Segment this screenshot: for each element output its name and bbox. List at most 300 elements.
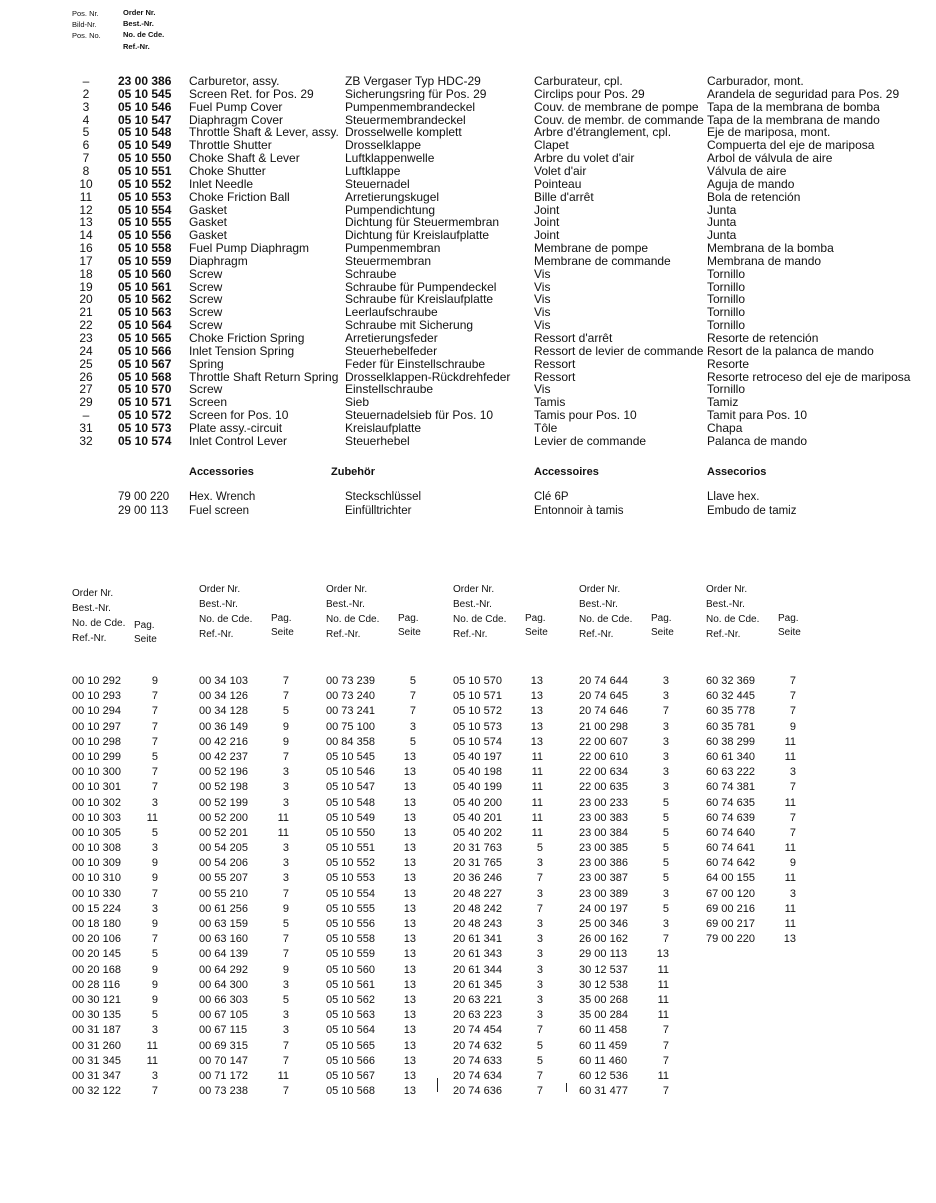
index-order-number: 05 10 550	[326, 826, 375, 839]
index-order-number: 00 69 315	[199, 1039, 248, 1052]
index-header-page-line: Pag.	[271, 613, 292, 624]
index-page-number: 7	[789, 690, 796, 703]
index-column	[72, 674, 182, 1099]
index-page-number: 5	[662, 857, 669, 870]
index-row	[72, 887, 182, 902]
part-name-de: Steuermembrandeckel	[345, 112, 466, 127]
index-page-number: 7	[282, 750, 289, 763]
part-name-es: Tornillo	[707, 382, 746, 397]
index-order-number: 05 10 562	[326, 993, 375, 1006]
index-row	[72, 750, 182, 765]
index-row	[579, 750, 689, 765]
index-page-number: 13	[403, 1039, 416, 1052]
index-order-number: 00 75 100	[326, 720, 375, 733]
index-order-number: 69 00 217	[706, 918, 755, 930]
index-order-number: 00 10 299	[72, 750, 121, 763]
part-order-number: 05 10 570	[118, 382, 172, 397]
index-order-number: 00 55 210	[199, 887, 248, 900]
index-order-number: 00 64 139	[199, 948, 248, 961]
index-row	[326, 735, 436, 750]
index-header-page-line: Seite	[778, 627, 801, 638]
index-row	[453, 811, 563, 826]
part-name-de: Leerlaufschraube	[345, 305, 438, 320]
part-name-en: Inlet Needle	[189, 176, 254, 191]
index-page-number: 3	[536, 963, 543, 976]
index-row	[326, 1023, 436, 1038]
index-order-number: 05 40 198	[453, 766, 502, 779]
index-order-number: 00 30 121	[72, 993, 121, 1006]
index-order-number: 00 73 240	[326, 690, 375, 703]
index-page-number: 7	[151, 735, 158, 748]
index-page-number: 13	[530, 690, 543, 703]
part-name-en: Inlet Control Lever	[189, 433, 288, 448]
part-name-en: Diaphragm Cover	[189, 112, 284, 127]
index-page-number: 13	[403, 781, 416, 794]
part-name-en: Choke Friction Spring	[189, 331, 305, 345]
header-label: Pos. Nr.	[72, 9, 99, 18]
index-row	[199, 689, 309, 704]
part-name-de: Kreislaufplatte	[345, 420, 422, 435]
index-page-number: 9	[282, 902, 289, 915]
part-name-es: Compuerta del eje de mariposa	[707, 138, 875, 153]
index-order-number: 20 74 634	[453, 1069, 502, 1082]
index-row	[706, 750, 816, 765]
index-order-number: 29 00 113	[579, 948, 628, 961]
index-page-number: 11	[784, 796, 796, 809]
index-row	[72, 720, 182, 735]
index-page-number: 11	[784, 902, 796, 915]
index-order-number: 00 10 302	[72, 796, 121, 809]
index-row	[453, 704, 563, 719]
index-row	[72, 1084, 182, 1099]
index-header-order-label: No. de Cde.	[706, 614, 760, 625]
index-page-number: 13	[783, 933, 796, 946]
index-order-number: 00 30 135	[72, 1009, 121, 1022]
part-position: 19	[79, 279, 93, 294]
index-order-number: 05 10 560	[326, 963, 375, 976]
accessories-heading-fr: Accessoires	[534, 466, 599, 478]
index-row	[326, 689, 436, 704]
part-name-es: Chapa	[707, 420, 743, 435]
part-position: 18	[79, 266, 93, 281]
part-name-fr: Joint	[534, 202, 560, 217]
index-row	[579, 826, 689, 841]
index-page-number: 13	[403, 902, 416, 915]
index-order-number: 05 10 563	[326, 1009, 375, 1022]
part-name-fr: Ressort	[534, 369, 576, 384]
index-page-number: 13	[403, 918, 416, 930]
index-header-page-line: Seite	[398, 627, 421, 638]
index-order-number: 23 00 389	[579, 887, 628, 900]
index-page-number: 5	[662, 872, 669, 885]
part-name-en: Screw	[189, 292, 223, 307]
part-name-de: Luftklappenwelle	[345, 151, 435, 166]
part-order-number: 05 10 558	[118, 241, 172, 256]
index-row	[453, 1039, 563, 1054]
index-order-number: 00 66 303	[199, 993, 248, 1006]
part-position: 29	[79, 395, 93, 410]
index-row	[326, 871, 436, 886]
part-name-en: Screw	[189, 305, 223, 320]
index-order-number: 00 70 147	[199, 1054, 248, 1067]
part-order-number: 05 10 562	[118, 292, 172, 307]
part-name-en: Throttle Shaft Return Spring	[189, 369, 339, 384]
index-header-order-label: Order Nr.	[579, 584, 621, 595]
part-name-en: Diaphragm	[189, 253, 248, 268]
part-name-de: Schraube für Kreislaufplatte	[345, 292, 494, 307]
index-header-page-line: Pag.	[651, 613, 672, 624]
index-row	[453, 871, 563, 886]
index-row	[326, 856, 436, 871]
index-header-page-line: Seite	[651, 627, 674, 638]
index-page-number: 3	[282, 1009, 289, 1022]
index-row	[199, 993, 309, 1008]
index-page-number: 3	[662, 887, 669, 900]
index-order-number: 60 61 340	[706, 750, 755, 763]
part-name-es: Resorte	[707, 356, 750, 371]
index-page-number: 13	[403, 857, 416, 870]
index-order-number: 67 00 120	[706, 887, 755, 900]
index-row	[326, 826, 436, 841]
index-row	[453, 826, 563, 841]
index-row	[579, 947, 689, 962]
index-page-number: 7	[282, 1054, 289, 1067]
index-header-order-label: Ref.-Nr.	[453, 629, 488, 640]
index-row	[453, 750, 563, 765]
index-order-number: 05 10 561	[326, 978, 375, 991]
index-header-order-label: No. de Cde.	[199, 614, 253, 625]
index-row	[579, 704, 689, 719]
part-name-en: Throttle Shutter	[189, 138, 272, 153]
part-name-fr: Vis	[534, 382, 551, 397]
index-page-number: 3	[151, 842, 158, 855]
index-row	[579, 1008, 689, 1023]
index-row	[72, 1039, 182, 1054]
index-order-number: 00 52 199	[199, 796, 248, 809]
index-order-number: 00 28 116	[72, 978, 121, 991]
part-order-number: 05 10 550	[118, 151, 172, 166]
part-name-en: Screen for Pos. 10	[189, 408, 289, 423]
part-position: 7	[82, 151, 90, 166]
index-order-number: 00 63 160	[199, 933, 248, 946]
index-row	[199, 1023, 309, 1038]
index-row	[199, 780, 309, 795]
part-order-number: 05 10 561	[118, 279, 172, 294]
index-page-number: 9	[282, 963, 289, 976]
index-page-number: 3	[789, 766, 796, 779]
part-name-de: Steuernadel	[345, 176, 410, 191]
index-page-number: 13	[403, 1024, 416, 1037]
index-order-number: 00 15 224	[72, 902, 121, 915]
part-position: 23	[79, 331, 93, 345]
index-row	[579, 1023, 689, 1038]
part-position: 4	[82, 112, 90, 127]
accessory-name-fr: Clé 6P	[534, 491, 569, 503]
part-row	[0, 165, 936, 178]
index-page-number: 7	[662, 1039, 669, 1052]
index-page-number: 11	[531, 766, 543, 779]
index-page-number: 11	[531, 781, 543, 794]
index-order-number: 00 10 298	[72, 735, 121, 748]
index-order-number: 05 10 546	[326, 766, 375, 779]
index-order-number: 00 20 106	[72, 933, 121, 946]
index-order-number: 20 63 221	[453, 993, 502, 1006]
part-name-en: Choke Shaft & Lever	[189, 151, 300, 166]
index-order-number: 20 36 246	[453, 872, 502, 885]
index-page-number: 5	[662, 811, 669, 824]
index-page-number: 13	[403, 963, 416, 976]
index-page-number: 13	[403, 766, 416, 779]
index-row	[453, 932, 563, 947]
index-order-number: 60 35 781	[706, 720, 755, 733]
index-row	[326, 947, 436, 962]
index-row	[453, 963, 563, 978]
index-row	[199, 917, 309, 932]
accessory-name-en: Hex. Wrench	[189, 491, 256, 503]
index-row	[579, 856, 689, 871]
index-row	[199, 841, 309, 856]
part-row	[0, 191, 936, 204]
index-row	[199, 735, 309, 750]
part-name-de: Schraube	[345, 266, 397, 281]
part-name-es: Tornillo	[707, 292, 746, 307]
index-order-number: 00 63 159	[199, 918, 248, 930]
index-header-order-label: Best.-Nr.	[706, 599, 745, 610]
index-row	[326, 1039, 436, 1054]
index-header-order-label: Ref.-Nr.	[199, 629, 234, 640]
index-page-number: 11	[531, 811, 543, 824]
index-header-order-label: Best.-Nr.	[579, 599, 618, 610]
index-order-number: 20 74 645	[579, 690, 628, 703]
part-name-fr: Vis	[534, 266, 551, 281]
index-order-number: 05 10 573	[453, 720, 502, 733]
part-position: 11	[79, 189, 93, 204]
index-row	[453, 841, 563, 856]
index-page-number: 5	[536, 1039, 543, 1052]
part-order-number: 05 10 572	[118, 408, 172, 423]
index-page-number: 7	[662, 1024, 669, 1037]
index-order-number: 00 73 238	[199, 1085, 248, 1098]
part-position: 6	[82, 138, 90, 153]
part-name-fr: Clapet	[534, 138, 569, 153]
index-page-number: 7	[282, 887, 289, 900]
part-name-es: Tapa de la membrana de mando	[707, 112, 880, 127]
part-name-de: Steuernadelsieb für Pos. 10	[345, 408, 494, 423]
index-page-number: 13	[403, 1009, 416, 1022]
index-row	[199, 1084, 309, 1099]
part-name-es: Tornillo	[707, 318, 746, 333]
part-name-en: Gasket	[189, 202, 228, 217]
part-name-es: Arandela de seguridad para Pos. 29	[707, 86, 900, 101]
index-page-number: 11	[657, 963, 669, 976]
index-order-number: 25 00 346	[579, 918, 628, 930]
index-order-number: 00 52 200	[199, 811, 248, 824]
index-header-order-label: Best.-Nr.	[199, 599, 238, 610]
index-order-number: 60 11 460	[579, 1054, 628, 1067]
index-header-order-label: No. de Cde.	[453, 614, 507, 625]
index-page-number: 5	[536, 1054, 543, 1067]
index-row	[706, 932, 816, 947]
index-row	[72, 993, 182, 1008]
index-row	[199, 720, 309, 735]
part-order-number: 05 10 565	[118, 331, 172, 345]
part-order-number: 05 10 546	[118, 99, 172, 114]
part-name-de: Steuerhebel	[345, 433, 410, 448]
index-row	[579, 932, 689, 947]
header-value: Order Nr.	[123, 8, 156, 17]
part-name-fr: Membrane de pompe	[534, 241, 649, 256]
index-row	[326, 963, 436, 978]
index-row	[579, 871, 689, 886]
index-header-order-label: Order Nr.	[453, 584, 495, 595]
index-row	[199, 932, 309, 947]
part-row	[0, 255, 936, 268]
index-order-number: 05 40 200	[453, 796, 502, 809]
index-row	[453, 1054, 563, 1069]
index-header-page-label	[651, 612, 674, 640]
part-name-en: Screw	[189, 279, 223, 294]
part-name-es: Tapa de la membrana de bomba	[707, 99, 880, 114]
index-row	[453, 887, 563, 902]
index-page-number: 3	[151, 902, 158, 915]
part-name-es: Junta	[707, 202, 737, 217]
index-order-number: 05 10 568	[326, 1085, 375, 1098]
part-position: 17	[79, 253, 93, 268]
index-row	[72, 811, 182, 826]
part-name-de: Sicherungsring für Pos. 29	[345, 86, 487, 101]
index-row	[72, 826, 182, 841]
index-order-number: 05 10 548	[326, 796, 375, 809]
index-row	[326, 720, 436, 735]
index-row	[579, 841, 689, 856]
index-order-number: 64 00 155	[706, 872, 755, 885]
part-name-en: Screw	[189, 266, 223, 281]
index-order-number: 00 32 122	[72, 1085, 121, 1098]
index-row	[72, 704, 182, 719]
index-order-number: 00 20 145	[72, 948, 121, 961]
part-name-fr: Vis	[534, 279, 551, 294]
index-order-number: 00 31 347	[72, 1069, 121, 1082]
index-row	[72, 978, 182, 993]
index-order-number: 00 52 196	[199, 766, 248, 779]
index-row	[453, 856, 563, 871]
index-row	[326, 704, 436, 719]
part-position: 31	[79, 420, 93, 435]
index-row	[72, 902, 182, 917]
index-order-number: 00 10 310	[72, 872, 121, 885]
accessory-name-es: Embudo de tamiz	[707, 504, 797, 517]
part-name-en: Screw	[189, 382, 223, 397]
index-page-number: 3	[662, 750, 669, 763]
index-order-number: 05 10 566	[326, 1054, 375, 1067]
index-page-number: 3	[662, 918, 669, 930]
index-order-number: 00 55 207	[199, 872, 248, 885]
index-order-number: 00 10 293	[72, 690, 121, 703]
part-name-en: Inlet Tension Spring	[189, 343, 295, 358]
index-order-number: 20 74 454	[453, 1024, 502, 1037]
index-page-number: 9	[282, 720, 289, 733]
index-row	[579, 674, 689, 689]
index-page-number: 13	[403, 933, 416, 946]
index-row	[579, 735, 689, 750]
index-row	[453, 1069, 563, 1084]
index-page-number: 5	[151, 826, 158, 839]
index-page-number: 7	[282, 933, 289, 946]
index-row	[199, 796, 309, 811]
index-order-number: 00 61 256	[199, 902, 248, 915]
index-row	[453, 993, 563, 1008]
part-position: 21	[79, 305, 93, 320]
part-name-en: Screen	[189, 395, 228, 410]
accessory-name-es: Llave hex.	[707, 491, 760, 503]
index-order-number: 20 48 242	[453, 902, 502, 915]
index-order-number: 24 00 197	[579, 902, 628, 915]
index-row	[453, 978, 563, 993]
index-page-number: 7	[151, 933, 158, 946]
index-header-order-label: Order Nr.	[706, 584, 748, 595]
index-order-number: 00 10 303	[72, 811, 121, 824]
index-page-number: 3	[536, 918, 543, 930]
index-page-number: 3	[151, 1069, 158, 1082]
index-page-number: 7	[151, 887, 158, 900]
index-page-number: 3	[151, 1024, 158, 1037]
index-order-number: 23 00 385	[579, 842, 628, 855]
index-order-number: 05 10 565	[326, 1039, 375, 1052]
index-order-number: 60 74 639	[706, 811, 755, 824]
index-page-number: 3	[536, 993, 543, 1006]
index-page-number: 11	[146, 1054, 158, 1067]
part-name-es: Eje de mariposa, mont.	[707, 125, 831, 140]
index-page-number: 11	[784, 842, 796, 855]
index-page-number: 13	[403, 993, 416, 1006]
index-page-number: 13	[403, 811, 416, 824]
index-order-number: 60 32 369	[706, 675, 755, 687]
index-order-number: 00 10 308	[72, 842, 121, 855]
part-name-de: Dichtung für Kreislaufplatte	[345, 228, 490, 243]
index-row	[706, 735, 816, 750]
part-name-fr: Arbre d'étranglement, cpl.	[534, 125, 672, 140]
part-order-number: 05 10 549	[118, 138, 172, 153]
index-row	[453, 674, 563, 689]
index-order-number: 05 10 570	[453, 675, 502, 687]
index-row	[326, 887, 436, 902]
part-name-de: ZB Vergaser Typ HDC-29	[345, 74, 481, 88]
index-page-number: 11	[657, 1009, 669, 1022]
index-order-number: 79 00 220	[706, 933, 755, 946]
part-name-es: Tornillo	[707, 279, 746, 294]
part-name-es: Tornillo	[707, 305, 746, 320]
index-page-number: 11	[531, 750, 543, 763]
part-name-es: Membrana de mando	[707, 253, 822, 268]
index-order-number: 22 00 635	[579, 781, 628, 794]
index-header-order-label: Ref.-Nr.	[326, 629, 361, 640]
index-row	[72, 689, 182, 704]
index-order-number: 60 74 640	[706, 826, 755, 839]
index-order-number: 20 74 636	[453, 1085, 502, 1098]
part-name-fr: Tamis	[534, 395, 566, 410]
index-order-number: 00 42 237	[199, 750, 248, 763]
index-header-order-label: Order Nr.	[199, 584, 241, 595]
part-name-es: Junta	[707, 215, 737, 230]
accessory-name-de: Steckschlüssel	[345, 491, 422, 503]
part-name-de: Sieb	[345, 395, 370, 410]
part-name-es: Tamit para Pos. 10	[707, 408, 808, 423]
part-name-de: Schraube für Pumpendeckel	[345, 279, 497, 294]
index-page-number: 7	[409, 705, 416, 718]
index-row	[579, 902, 689, 917]
part-name-fr: Levier de commande	[534, 433, 647, 448]
index-page-number: 3	[536, 948, 543, 961]
